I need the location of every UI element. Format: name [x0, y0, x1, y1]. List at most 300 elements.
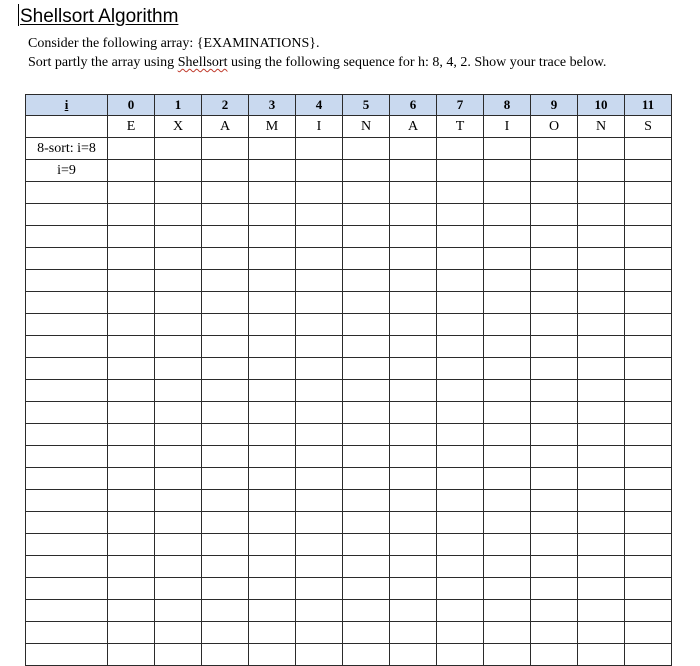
trace-cell — [249, 292, 296, 314]
trace-row — [26, 556, 672, 578]
trace-cell — [484, 600, 531, 622]
trace-row — [26, 644, 672, 666]
trace-cell — [202, 380, 249, 402]
trace-cell — [484, 226, 531, 248]
trace-cell — [296, 446, 343, 468]
trace-cell — [437, 644, 484, 666]
trace-cell — [531, 622, 578, 644]
trace-cell — [437, 578, 484, 600]
array-cell: T — [437, 116, 484, 138]
trace-cell — [108, 424, 155, 446]
trace-cell — [390, 490, 437, 512]
index-header-cell: 7 — [437, 95, 484, 116]
problem-statement-line-1: Consider the following array: {EXAMINATIONS}. — [28, 36, 320, 51]
trace-cell — [484, 424, 531, 446]
row-label-cell — [26, 600, 108, 622]
index-header-cell: 2 — [202, 95, 249, 116]
index-header-cell: 11 — [625, 95, 672, 116]
array-cell: S — [625, 116, 672, 138]
trace-cell — [625, 556, 672, 578]
trace-cell — [437, 490, 484, 512]
trace-cell — [343, 578, 390, 600]
trace-cell — [108, 314, 155, 336]
trace-cell — [531, 314, 578, 336]
trace-cell — [484, 578, 531, 600]
trace-cell — [578, 248, 625, 270]
trace-cell — [437, 512, 484, 534]
trace-cell — [437, 600, 484, 622]
trace-cell — [531, 512, 578, 534]
trace-cell — [531, 270, 578, 292]
trace-cell — [249, 270, 296, 292]
index-header-cell: 1 — [155, 95, 202, 116]
row-label-cell — [26, 644, 108, 666]
trace-cell — [578, 160, 625, 182]
trace-cell — [108, 534, 155, 556]
trace-cell — [390, 622, 437, 644]
trace-cell — [484, 138, 531, 160]
trace-cell — [625, 270, 672, 292]
row-label-cell — [26, 248, 108, 270]
trace-cell — [531, 160, 578, 182]
trace-cell — [108, 578, 155, 600]
trace-cell — [578, 512, 625, 534]
trace-cell — [155, 534, 202, 556]
trace-cell — [249, 534, 296, 556]
trace-cell — [202, 292, 249, 314]
trace-cell — [249, 556, 296, 578]
trace-cell — [343, 358, 390, 380]
trace-cell — [484, 358, 531, 380]
index-header-cell: 8 — [484, 95, 531, 116]
trace-cell — [578, 424, 625, 446]
trace-cell — [531, 204, 578, 226]
trace-cell — [578, 578, 625, 600]
trace-cell — [625, 468, 672, 490]
trace-cell — [202, 160, 249, 182]
trace-cell — [390, 182, 437, 204]
text-cursor — [18, 4, 19, 26]
trace-row — [26, 490, 672, 512]
trace-row — [26, 226, 672, 248]
row-label-cell: i=9 — [26, 160, 108, 182]
trace-cell — [578, 490, 625, 512]
trace-cell — [437, 160, 484, 182]
trace-row — [26, 248, 672, 270]
trace-cell — [343, 446, 390, 468]
trace-cell — [202, 248, 249, 270]
trace-cell — [390, 424, 437, 446]
array-cell: M — [249, 116, 296, 138]
trace-cell — [202, 512, 249, 534]
trace-cell — [484, 270, 531, 292]
trace-cell — [155, 512, 202, 534]
trace-cell — [625, 600, 672, 622]
trace-cell — [202, 336, 249, 358]
trace-cell — [343, 248, 390, 270]
trace-cell — [155, 204, 202, 226]
trace-cell — [531, 644, 578, 666]
trace-cell — [390, 402, 437, 424]
index-header-cell: 6 — [390, 95, 437, 116]
trace-row — [26, 578, 672, 600]
trace-cell — [531, 600, 578, 622]
trace-cell — [296, 490, 343, 512]
trace-cell — [437, 270, 484, 292]
trace-cell — [484, 468, 531, 490]
trace-cell — [202, 358, 249, 380]
array-cell: O — [531, 116, 578, 138]
trace-cell — [390, 248, 437, 270]
trace-cell — [296, 380, 343, 402]
trace-cell — [296, 358, 343, 380]
trace-row — [26, 468, 672, 490]
trace-cell — [296, 402, 343, 424]
trace-cell — [108, 468, 155, 490]
trace-cell — [343, 622, 390, 644]
trace-cell — [578, 314, 625, 336]
index-header-row — [26, 95, 672, 116]
document-title: Shellsort Algorithm — [20, 6, 179, 27]
trace-cell — [437, 446, 484, 468]
trace-cell — [484, 160, 531, 182]
trace-cell — [625, 534, 672, 556]
trace-cell — [484, 314, 531, 336]
trace-cell — [155, 336, 202, 358]
index-header-cell: 4 — [296, 95, 343, 116]
trace-cell — [578, 138, 625, 160]
trace-cell — [484, 336, 531, 358]
trace-cell — [625, 380, 672, 402]
trace-cell — [249, 358, 296, 380]
trace-cell — [390, 160, 437, 182]
row-label-cell — [26, 204, 108, 226]
trace-cell — [108, 292, 155, 314]
trace-cell — [531, 556, 578, 578]
trace-cell — [296, 644, 343, 666]
trace-cell — [625, 226, 672, 248]
trace-cell — [296, 468, 343, 490]
trace-cell — [202, 468, 249, 490]
trace-row — [26, 270, 672, 292]
trace-cell — [249, 600, 296, 622]
row-label-cell: 8-sort: i=8 — [26, 138, 108, 160]
row-label-cell — [26, 402, 108, 424]
trace-cell — [343, 644, 390, 666]
trace-cell — [296, 336, 343, 358]
trace-row — [26, 138, 672, 160]
trace-cell — [108, 512, 155, 534]
trace-row — [26, 292, 672, 314]
trace-cell — [155, 578, 202, 600]
trace-cell — [484, 446, 531, 468]
trace-cell — [531, 578, 578, 600]
trace-cell — [108, 600, 155, 622]
trace-cell — [390, 270, 437, 292]
array-cell: E — [108, 116, 155, 138]
trace-cell — [155, 160, 202, 182]
trace-cell — [578, 556, 625, 578]
trace-cell — [108, 358, 155, 380]
trace-row — [26, 622, 672, 644]
index-header-cell: 0 — [108, 95, 155, 116]
trace-cell — [578, 644, 625, 666]
trace-cell — [531, 226, 578, 248]
trace-row — [26, 446, 672, 468]
row-label-cell — [26, 578, 108, 600]
row-label-cell — [26, 556, 108, 578]
trace-cell — [296, 138, 343, 160]
trace-cell — [437, 380, 484, 402]
trace-cell — [531, 358, 578, 380]
trace-cell — [108, 226, 155, 248]
trace-cell — [296, 556, 343, 578]
index-header-cell: 9 — [531, 95, 578, 116]
trace-row — [26, 160, 672, 182]
trace-cell — [531, 182, 578, 204]
trace-cell — [108, 490, 155, 512]
trace-cell — [390, 556, 437, 578]
row-label-cell — [26, 512, 108, 534]
trace-cell — [202, 270, 249, 292]
trace-cell — [531, 336, 578, 358]
trace-row — [26, 600, 672, 622]
row-label-cell — [26, 622, 108, 644]
trace-row — [26, 424, 672, 446]
trace-cell — [343, 600, 390, 622]
trace-cell — [531, 446, 578, 468]
trace-cell — [625, 402, 672, 424]
trace-cell — [390, 468, 437, 490]
trace-cell — [155, 380, 202, 402]
trace-cell — [437, 336, 484, 358]
trace-cell — [437, 358, 484, 380]
trace-cell — [202, 182, 249, 204]
trace-cell — [108, 622, 155, 644]
trace-cell — [249, 248, 296, 270]
trace-cell — [343, 182, 390, 204]
array-cell: N — [578, 116, 625, 138]
trace-cell — [390, 512, 437, 534]
trace-row — [26, 182, 672, 204]
row-label-cell — [26, 380, 108, 402]
trace-cell — [437, 138, 484, 160]
trace-cell — [484, 204, 531, 226]
trace-cell — [108, 556, 155, 578]
trace-cell — [202, 578, 249, 600]
trace-cell — [155, 644, 202, 666]
trace-cell — [202, 622, 249, 644]
trace-cell — [155, 622, 202, 644]
trace-cell — [155, 468, 202, 490]
trace-cell — [437, 226, 484, 248]
trace-cell — [343, 380, 390, 402]
trace-cell — [249, 160, 296, 182]
trace-cell — [390, 358, 437, 380]
trace-cell — [437, 314, 484, 336]
trace-cell — [202, 556, 249, 578]
trace-cell — [437, 622, 484, 644]
trace-cell — [484, 512, 531, 534]
trace-cell — [484, 402, 531, 424]
trace-cell — [437, 556, 484, 578]
trace-cell — [155, 600, 202, 622]
trace-cell — [578, 358, 625, 380]
trace-cell — [343, 226, 390, 248]
trace-cell — [531, 292, 578, 314]
trace-cell — [296, 512, 343, 534]
trace-cell — [155, 138, 202, 160]
trace-cell — [249, 512, 296, 534]
trace-cell — [155, 446, 202, 468]
trace-cell — [155, 402, 202, 424]
trace-cell — [390, 644, 437, 666]
trace-row — [26, 534, 672, 556]
trace-cell — [343, 512, 390, 534]
trace-cell — [155, 182, 202, 204]
row-label-cell — [26, 446, 108, 468]
trace-cell — [108, 204, 155, 226]
trace-cell — [531, 138, 578, 160]
trace-cell — [484, 380, 531, 402]
trace-cell — [249, 622, 296, 644]
index-header-cell: 5 — [343, 95, 390, 116]
trace-cell — [625, 292, 672, 314]
trace-cell — [437, 402, 484, 424]
trace-row — [26, 204, 672, 226]
trace-cell — [437, 468, 484, 490]
trace-cell — [249, 578, 296, 600]
trace-cell — [202, 534, 249, 556]
trace-cell — [625, 138, 672, 160]
trace-cell — [343, 314, 390, 336]
trace-row — [26, 402, 672, 424]
trace-cell — [484, 644, 531, 666]
trace-cell — [249, 380, 296, 402]
trace-cell — [625, 512, 672, 534]
trace-cell — [296, 182, 343, 204]
trace-cell — [343, 490, 390, 512]
trace-cell — [202, 644, 249, 666]
trace-row — [26, 512, 672, 534]
trace-cell — [296, 424, 343, 446]
trace-cell — [578, 336, 625, 358]
trace-cell — [249, 446, 296, 468]
trace-cell — [296, 578, 343, 600]
trace-cell — [531, 402, 578, 424]
trace-cell — [296, 160, 343, 182]
row-label-cell — [26, 116, 108, 138]
trace-cell — [249, 138, 296, 160]
trace-cell — [108, 644, 155, 666]
array-cell: I — [296, 116, 343, 138]
trace-cell — [625, 314, 672, 336]
trace-cell — [296, 204, 343, 226]
trace-cell — [390, 204, 437, 226]
spellcheck-word: Shellsort — [177, 55, 228, 70]
trace-cell — [625, 204, 672, 226]
trace-cell — [390, 600, 437, 622]
row-label-cell — [26, 336, 108, 358]
trace-cell — [343, 138, 390, 160]
index-header-cell: 3 — [249, 95, 296, 116]
trace-cell — [578, 292, 625, 314]
trace-cell — [578, 446, 625, 468]
trace-cell — [108, 336, 155, 358]
trace-cell — [202, 424, 249, 446]
trace-cell — [390, 534, 437, 556]
trace-cell — [155, 490, 202, 512]
trace-cell — [108, 248, 155, 270]
trace-cell — [625, 336, 672, 358]
trace-cell — [343, 424, 390, 446]
trace-cell — [625, 182, 672, 204]
trace-cell — [625, 358, 672, 380]
trace-cell — [296, 314, 343, 336]
trace-cell — [484, 622, 531, 644]
row-label-cell — [26, 226, 108, 248]
trace-cell — [108, 160, 155, 182]
row-label-cell — [26, 468, 108, 490]
trace-cell — [249, 644, 296, 666]
trace-cell — [155, 556, 202, 578]
trace-cell — [249, 468, 296, 490]
trace-row — [26, 358, 672, 380]
trace-cell — [578, 534, 625, 556]
trace-cell — [390, 336, 437, 358]
trace-cell — [578, 226, 625, 248]
array-row — [26, 116, 672, 138]
trace-cell — [343, 402, 390, 424]
trace-cell — [108, 402, 155, 424]
trace-cell — [249, 490, 296, 512]
array-cell: A — [390, 116, 437, 138]
trace-cell — [296, 600, 343, 622]
trace-cell — [296, 248, 343, 270]
trace-cell — [249, 402, 296, 424]
trace-cell — [484, 248, 531, 270]
trace-cell — [484, 556, 531, 578]
trace-cell — [578, 402, 625, 424]
trace-cell — [155, 358, 202, 380]
trace-cell — [531, 490, 578, 512]
row-label-cell — [26, 292, 108, 314]
trace-cell — [625, 622, 672, 644]
row-label-cell — [26, 490, 108, 512]
trace-cell — [531, 468, 578, 490]
trace-cell — [531, 534, 578, 556]
array-cell: N — [343, 116, 390, 138]
trace-cell — [625, 446, 672, 468]
trace-cell — [625, 578, 672, 600]
trace-cell — [484, 490, 531, 512]
trace-cell — [296, 226, 343, 248]
trace-cell — [578, 622, 625, 644]
trace-cell — [343, 336, 390, 358]
trace-cell — [578, 270, 625, 292]
trace-cell — [108, 182, 155, 204]
trace-cell — [202, 490, 249, 512]
trace-cell — [249, 314, 296, 336]
trace-cell — [484, 182, 531, 204]
trace-cell — [249, 424, 296, 446]
trace-cell — [390, 226, 437, 248]
trace-cell — [437, 248, 484, 270]
trace-cell — [202, 138, 249, 160]
trace-cell — [437, 182, 484, 204]
trace-cell — [625, 490, 672, 512]
trace-cell — [437, 424, 484, 446]
